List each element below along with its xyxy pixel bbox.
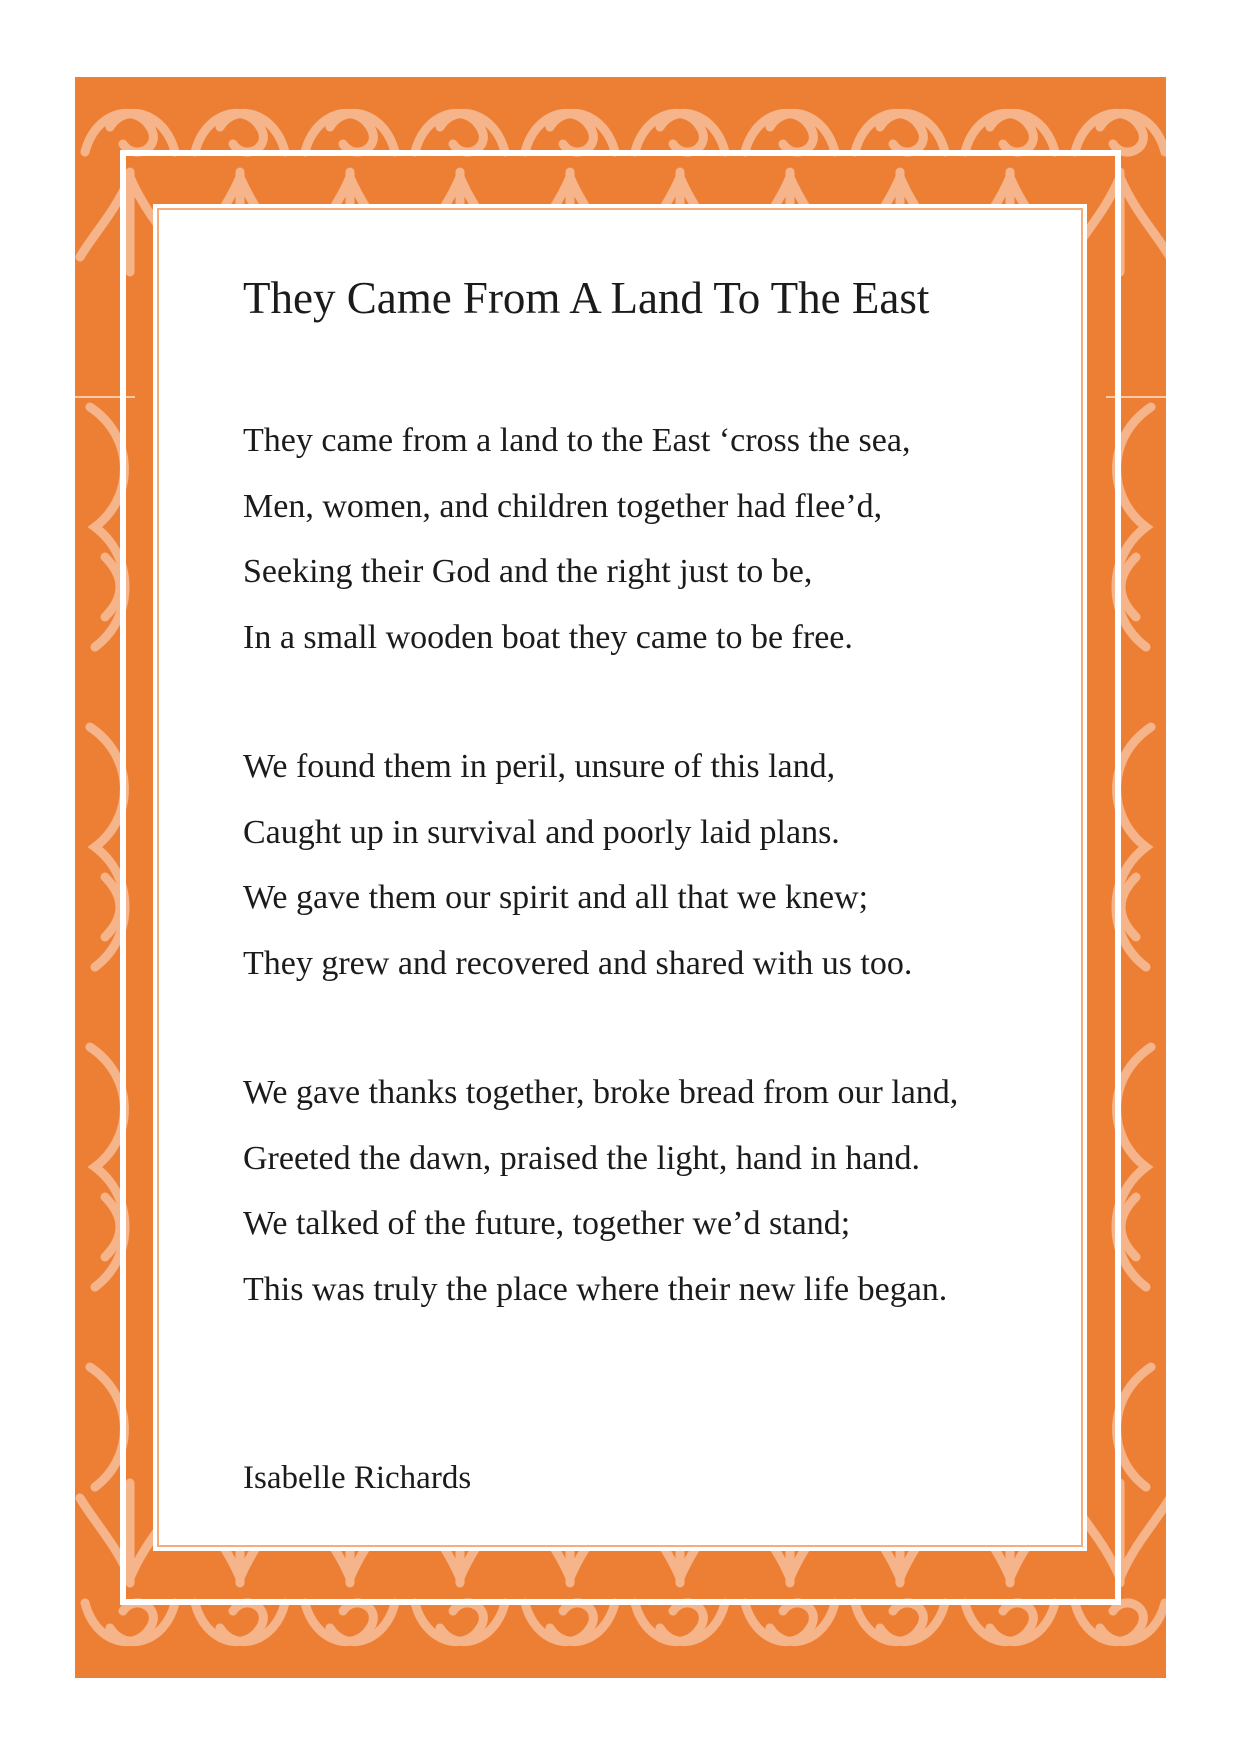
- stanza-1: [243, 408, 1123, 670]
- poem-line: We gave them our spirit and all that we knew;: [243, 879, 869, 916]
- poem-line: In a small wooden boat they came to be free.: [243, 618, 853, 656]
- stanza-2: [243, 734, 1123, 996]
- poem-content: [243, 268, 1123, 1386]
- poem-line: This was truly the place where their new life began.: [243, 1270, 948, 1308]
- poem-line: We found them in peril, unsure of this land,: [243, 748, 836, 785]
- poem-line: Men, women, and children together had flee’d,: [243, 487, 883, 525]
- poem-author: Isabelle Richards: [243, 1460, 472, 1496]
- poem-line: They came from a land to the East ‘cross the sea,: [243, 422, 911, 459]
- poem-line: They grew and recovered and shared with us too.: [243, 944, 913, 982]
- poem-line: Greeted the dawn, praised the light, hand in hand.: [243, 1139, 920, 1177]
- poem-line: We talked of the future, together we’d stand;: [243, 1205, 851, 1242]
- poem-line: We gave thanks together, broke bread from our land,: [243, 1074, 959, 1111]
- poem-title: They Came From A Land To The East: [243, 273, 930, 323]
- poem-line: Caught up in survival and poorly laid plans.: [243, 813, 840, 851]
- stanza-3: [243, 1060, 1123, 1322]
- poem-line: Seeking their God and the right just to be,: [243, 553, 813, 590]
